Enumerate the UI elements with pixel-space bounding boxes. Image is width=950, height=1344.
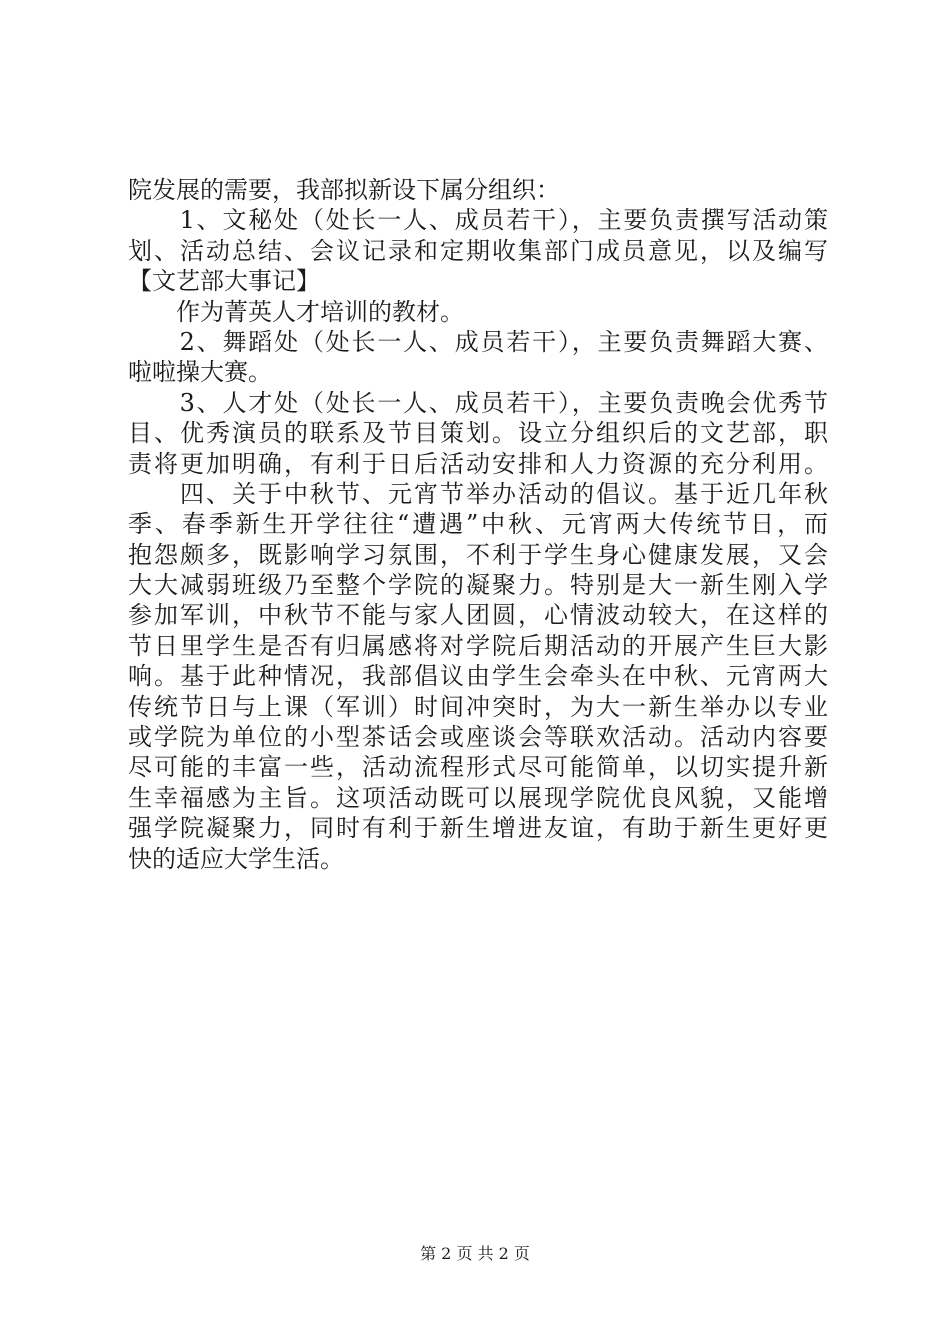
text-line: 季、春季新生开学往往“遭遇”中秋、元宵两大传统节日，而 bbox=[128, 510, 828, 539]
page-number-footer: 第 2 页 共 2 页 bbox=[420, 1244, 530, 1263]
text-line: 划、活动总结、会议记录和定期收集部门成员意见，以及编写 bbox=[128, 236, 828, 265]
text-line: 抱怨颇多，既影响学习氛围，不利于学生身心健康发展，又会 bbox=[128, 540, 828, 569]
text-line: 快的适应大学生活。 bbox=[128, 844, 344, 873]
text-line: 啦啦操大赛。 bbox=[128, 358, 272, 387]
text-line: 响。基于此种情况，我部倡议由学生会牵头在中秋、元宵两大 bbox=[128, 662, 828, 691]
text-line: 参加军训，中秋节不能与家人团圆，心情波动较大，在这样的 bbox=[128, 601, 828, 630]
text-line: 2、舞蹈处（处长一人、成员若干），主要负责舞蹈大赛、 bbox=[128, 327, 828, 356]
text-line: 节日里学生是否有归属感将对学院后期活动的开展产生巨大影 bbox=[128, 631, 828, 660]
text-line: 四、关于中秋节、元宵节举办活动的倡议。基于近几年秋 bbox=[128, 479, 828, 508]
text-line: 强学院凝聚力，同时有利于新生增进友谊，有助于新生更好更 bbox=[128, 814, 828, 843]
text-line: 院发展的需要，我部拟新设下属分组织： bbox=[128, 176, 560, 204]
text-line: 目、优秀演员的联系及节目策划。设立分组织后的文艺部，职 bbox=[128, 419, 828, 448]
text-line: 【文艺部大事记】 bbox=[128, 267, 320, 296]
document-body bbox=[128, 175, 828, 874]
text-line: 传统节日与上课（军训）时间冲突时，为大一新生举办以专业 bbox=[128, 692, 828, 721]
text-line: 大大减弱班级乃至整个学院的凝聚力。特别是大一新生刚入学 bbox=[128, 571, 828, 600]
text-line: 责将更加明确，有利于日后活动安排和人力资源的充分利用。 bbox=[128, 449, 828, 478]
text-line: 3、人才处（处长一人、成员若干），主要负责晚会优秀节 bbox=[128, 388, 828, 417]
text-line: 生幸福感为主旨。这项活动既可以展现学院优良风貌，又能增 bbox=[128, 783, 828, 812]
text-line: 1、文秘处（处长一人、成员若干），主要负责撰写活动策 bbox=[128, 206, 828, 235]
text-line: 尽可能的丰富一些，活动流程形式尽可能简单，以切实提升新 bbox=[128, 753, 828, 782]
text-line: 或学院为单位的小型茶话会或座谈会等联欢活动。活动内容要 bbox=[128, 723, 828, 752]
text-line: 作为菁英人才培训的教材。 bbox=[128, 297, 464, 326]
